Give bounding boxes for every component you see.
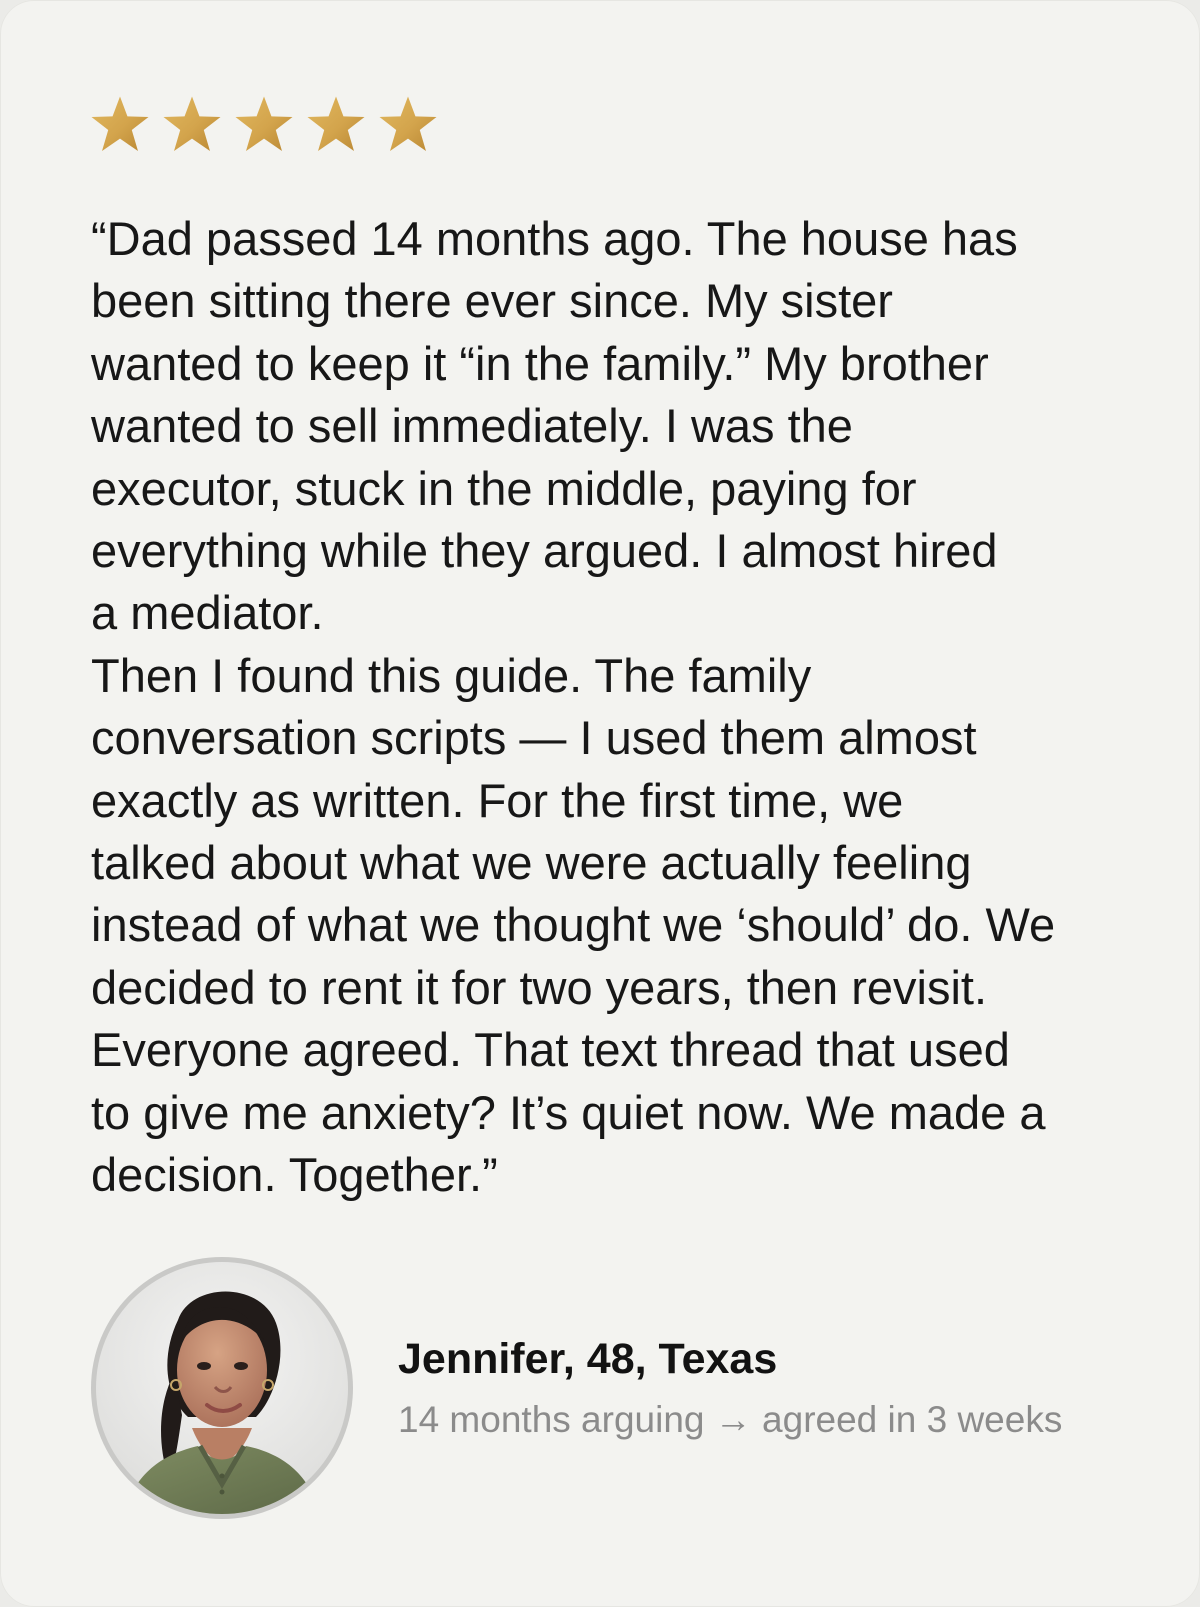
quote-line: talked about what we were actually feeling [91, 836, 972, 890]
quote-line: been sitting there ever since. My sister [91, 274, 893, 328]
star-icon [161, 94, 223, 156]
quote-line: wanted to keep it “in the family.” My brother [91, 336, 989, 390]
author-avatar [91, 1257, 353, 1519]
quote-line: decision. Together.” [91, 1148, 498, 1202]
quote-line: Then I found this guide. The family [91, 648, 812, 702]
author-result: 14 months arguing → agreed in 3 weeks [398, 1399, 1063, 1440]
star-icon [89, 94, 151, 156]
quote-line: a mediator. [91, 586, 324, 640]
quote-line: “Dad passed 14 months ago. The house has [91, 212, 1018, 265]
quote-line: instead of what we thought we ‘should’ do. We [91, 898, 1056, 952]
quote-line: executor, stuck in the middle, paying for [91, 461, 917, 515]
quote-line: exactly as written. For the first time, we [91, 773, 904, 827]
testimonial-quote [91, 208, 1121, 1207]
star-icon [233, 94, 295, 156]
quote-line: Everyone agreed. That text thread that used [91, 1023, 1010, 1077]
quote-line: to give me anxiety? It’s quiet now. We made a [91, 1085, 1046, 1139]
five-star-rating [89, 94, 439, 156]
woman-portrait-avatar [96, 1262, 348, 1514]
quote-line: conversation scripts — I used them almost [91, 711, 977, 765]
star-icon [377, 94, 439, 156]
quote-line: decided to rent it for two years, then revisit. [91, 960, 988, 1014]
quote-line: everything while they argued. I almost hired [91, 524, 998, 578]
author-name: Jennifer, 48, Texas [398, 1335, 778, 1383]
quote-line: wanted to sell immediately. I was the [91, 399, 853, 453]
star-icon [305, 94, 367, 156]
